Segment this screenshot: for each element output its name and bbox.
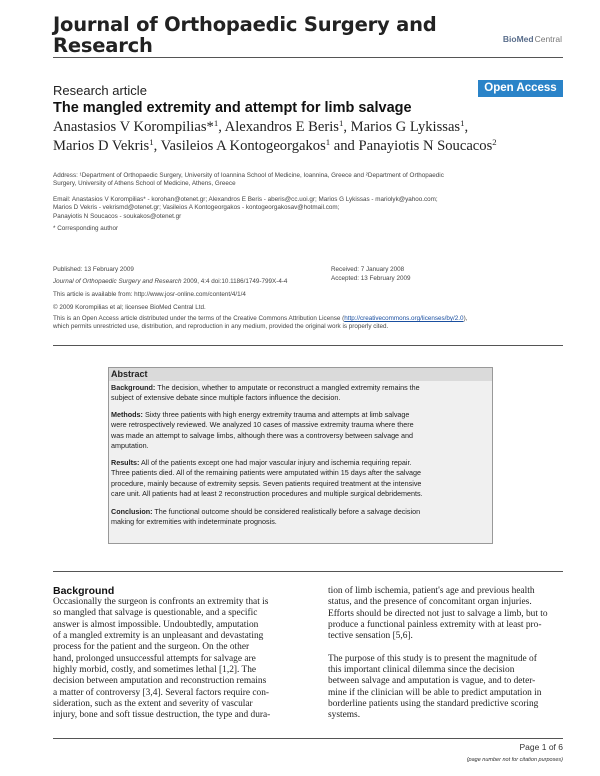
page-number-note: (page number not for citation purposes) [466, 757, 563, 763]
abstract-box [108, 367, 493, 544]
citation-journal: Journal of Orthopaedic Surgery and Research [53, 278, 182, 286]
address-line: Surgery, University of Athens School of Medicine, Athens, Greece [53, 180, 236, 188]
body-line: sideration, such as the extent and severity of vascular [53, 699, 253, 710]
license-line: This is an Open Access article distributed under the terms of the Creative Commons Attribution License (http://creativecommons.org/licenses/by/2.0), [53, 315, 468, 322]
affiliation-sup: 1 [338, 118, 344, 129]
abstract-results: Results: All of the patients except one had major vascular injury and ischemia requiring repair. Three patients died. All of the remaining patients were amputated within 15 days after the salvage procedure, mainly because of extremity sepsis. Seven patients required treatment at the intensive care unit. All patients had at least 2 reconstruction procedures and multiple surgical debridements. [111, 458, 423, 498]
body-line: systems. [328, 710, 361, 721]
email-line: Panayiotis N Soucacos - soukakos@otenet.gr [53, 212, 182, 220]
affiliation-sup: 2 [492, 136, 497, 147]
author-line-2 [53, 137, 563, 156]
license-line: which permits unrestricted use, distribution, and reproduction in any medium, provided the original work is properly cited. [53, 323, 389, 331]
body-line: so mangled that salvage is questionable, and a specific [53, 608, 258, 619]
published-date: Published: 13 February 2009 [53, 266, 134, 273]
body-line: of a mangled extremity is an unpleasant and devastating [53, 631, 264, 642]
body-line: a matter of controversy [3,4]. Several factors require con- [53, 687, 270, 698]
author-korompilias: Anastasios V Korompilias* [53, 119, 214, 135]
body-line: borderline patients using the standard predictive scoring [328, 699, 539, 710]
corresponding-author: * Corresponding author [53, 225, 119, 232]
journal-title-line-2: Research [53, 34, 153, 57]
license-link[interactable]: http://creativecommons.org/licenses/by/2.0 [344, 315, 464, 322]
body-line: produce a functional painless extremity with at least pro- [328, 620, 542, 631]
license-notice [53, 315, 565, 332]
email-line: Marios D Vekris - vekrismd@otenet.gr; Vasileios A Kontogeorgakos - kontogeorgakosav@hotmail.com; [53, 204, 340, 212]
body-line: injury, bone and soft tissue destruction, the type and dura- [53, 710, 271, 721]
author-soucacos: and Panayiotis N Soucacos [330, 137, 493, 154]
footer-divider [53, 738, 563, 739]
author-vekris: Marios D Vekris [53, 137, 150, 154]
open-access-badge: Open Access [478, 80, 563, 97]
body-line: this important clinical dilemma since the decision [328, 665, 515, 676]
body-line: decision between amputation and reconstruction remains [53, 676, 267, 687]
author-kontogeorgakos: , Vasileios A Kontogeorgakos [153, 137, 326, 154]
citation-details: 2009, 4:4 doi:10.1186/1749-799X-4-4 [181, 278, 288, 286]
article-title: The mangled extremity and attempt for limb salvage [53, 100, 412, 116]
publisher-logo-sub: Central [534, 34, 562, 44]
body-line: hand, prolonged unsuccessful attempts for salvage are [53, 653, 256, 664]
abstract-top-divider [53, 345, 563, 346]
body-line: between salvage and amputation is vague, and to deter- [328, 676, 536, 687]
body-line: process for the patient and the surgeon. On the other [53, 642, 250, 653]
copyright-notice: © 2009 Korompilias et al; licensee BioMed Central Ltd. [53, 304, 206, 312]
citation [53, 278, 287, 286]
journal-title [53, 14, 473, 56]
email-line: Email: Anastasios V Korompilias* - korohan@otenet.gr; Alexandros E Beris - aberis@cc.uoi.gr; Marios G Lykissas - mariolyk@yahoo.com; [53, 196, 438, 203]
accepted-date: Accepted: 13 February 2009 [331, 275, 411, 283]
received-accepted [331, 266, 410, 284]
abstract-heading: Abstract [109, 368, 492, 381]
body-top-divider [53, 571, 563, 572]
body-line: status, and the presence of concomitant organ injuries. [328, 597, 532, 608]
affiliation-sup: 1 [460, 118, 465, 129]
publisher-logo [503, 34, 562, 44]
page-number: Page 1 of 6 [519, 742, 563, 752]
body-line: Efforts should be directed not just to salvage a limb, but to [328, 608, 548, 619]
body-line: highly morbid, costly, and sometimes lethal [1,2]. The [53, 665, 257, 676]
body-line: mine if the clinician will be able to predict amputation in [328, 687, 542, 698]
publication-info [53, 266, 287, 313]
email-block [53, 196, 565, 221]
body-line: Occasionally the surgeon is confronts an extremity that is [53, 597, 269, 607]
body-line: tion of limb ischemia, patient's age and previous health [328, 586, 535, 596]
abstract-background: Background: The decision, whether to amputate or reconstruct a mangled extremity remains the subject of extensive debate since multiple factors influence the decision. [111, 383, 420, 403]
affiliation-sup: 1 [213, 118, 219, 129]
affiliation-sup: 1 [325, 136, 331, 147]
article-url[interactable]: This article is available from: http://www.josr-online.com/content/4/1/4 [53, 290, 246, 298]
abstract-methods: Methods: Sixty three patients with high energy extremity trauma and attempts at limb salvage were retrospectively reviewed. We analyzed 10 cases of massive extremity trauma where there was made an attempt to salvage limbs, although there was a controversy between salvage and amputation. [111, 410, 414, 450]
author-line-1: Anastasios V Korompilias*$^1$, Alexandros E Beris$^1$, Marios G Lykissas$^1$, [53, 118, 469, 135]
journal-title-line-1: Journal of Orthopaedic Surgery and [53, 13, 437, 36]
publisher-logo-main: BioMed [502, 34, 534, 44]
header-divider [53, 57, 563, 58]
author-lykissas: , Marios G Lykissas [343, 119, 461, 135]
author-list [53, 118, 563, 155]
body-column-2 [328, 586, 565, 722]
affiliation-sup: 1 [149, 136, 154, 147]
received-date: Received: 7 January 2008 [331, 266, 405, 273]
body-line: answer is almost impossible. Undoubtedly, amputation [53, 619, 259, 630]
article-type: Research article [53, 83, 147, 98]
body-column-1 [53, 597, 290, 722]
section-heading-background: Background [53, 585, 115, 597]
abstract-conclusion: Conclusion: The functional outcome should be considered realistically before a salvage decision making for extremities with indeterminate prognosis. [111, 507, 421, 527]
body-line: The purpose of this study is to present the magnitude of [328, 653, 537, 664]
author-beris: , Alexandros E Beris [218, 119, 339, 135]
address-line: Address: ¹Department of Orthopaedic Surgery, University of Ioannina School of Medicine, Ioannina, Greece and ²Department of Orthopaedic [53, 172, 444, 179]
address-block [53, 172, 565, 189]
body-line: tective sensation [5,6]. [328, 631, 413, 642]
